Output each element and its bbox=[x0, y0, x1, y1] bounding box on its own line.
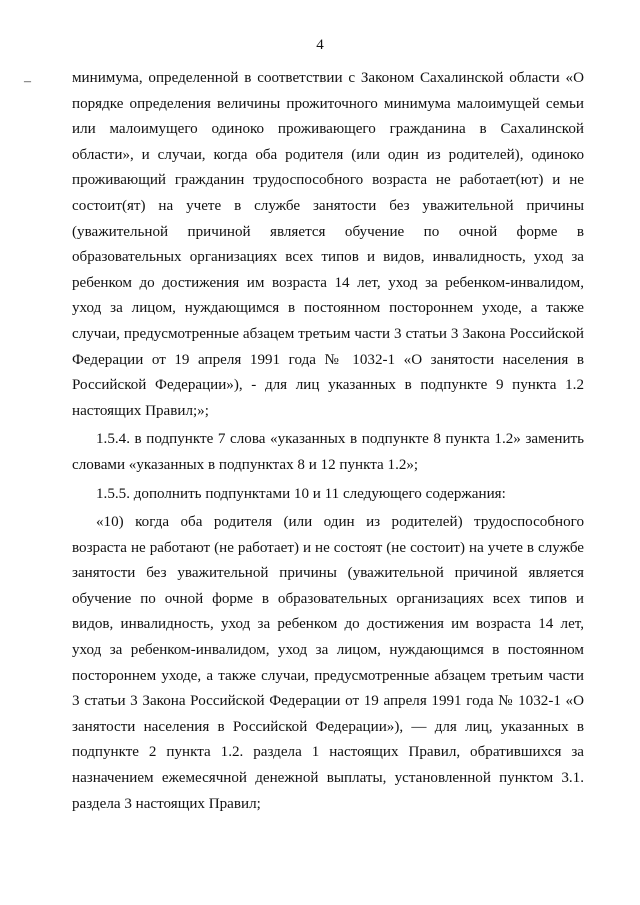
paragraph-continuation bbox=[72, 66, 584, 424]
paragraph-1-5-4 bbox=[72, 427, 584, 478]
text-line: занятости без уважительной причины (уважительной причиной является bbox=[72, 565, 584, 582]
text-line: 1.5.5. дополнить подпунктами 10 и 11 следующего содержания: bbox=[96, 485, 506, 502]
text-line: области», и случаи, когда оба родителя (или один из родителей), одиноко bbox=[72, 146, 584, 163]
text-line: образовательных организациях всех типов и видов, инвалидность, уход за bbox=[72, 249, 584, 266]
text-line: «10) когда оба родителя (или один из родителей) трудоспособного bbox=[96, 514, 584, 531]
text-line: или малоимущего одиноко проживающего гражданина в Сахалинской bbox=[72, 121, 584, 138]
text-line: 1.5.4. в подпункте 7 слова «указанных в подпункте 8 пункта 1.2» заменить bbox=[96, 431, 584, 448]
text-line: состоит(ят) на учете в службе занятости без уважительной причины bbox=[72, 197, 584, 214]
text-line: назначением ежемесячной денежной выплаты, установленной пунктом 3.1. bbox=[72, 770, 584, 787]
text-line: словами «указанных в подпунктах 8 и 12 пункта 1.2»; bbox=[72, 456, 419, 473]
paragraph-subitem-10 bbox=[72, 510, 584, 817]
text-line: настоящих Правил;»; bbox=[72, 402, 209, 419]
text-line: уход за лицом, нуждающимся в постоянном постороннем уходе, а также bbox=[72, 300, 584, 317]
text-line: 3 статьи 3 Закона Российской Федерации от 19 апреля 1991 года № 1032-1 «О bbox=[72, 693, 584, 710]
text-line: минимума, определенной в соответствии с Законом Сахалинской области «О bbox=[72, 70, 584, 86]
text-line: проживающий гражданин трудоспособного возраста не работает(ют) и не bbox=[72, 172, 584, 189]
text-line: ребенком до достижения им возраста 14 лет, уход за ребенком-инвалидом, bbox=[72, 274, 584, 291]
text-line: (уважительной причиной является обучение по очной форме в bbox=[72, 223, 584, 240]
text-line: возраста не работают (не работает) и не состоят (не состоит) на учете в службе bbox=[72, 539, 584, 556]
text-line: постороннем уходе, а также случаи, предусмотренные абзацем третьим части bbox=[72, 667, 584, 684]
text-line: видов, инвалидность, уход за ребенком до достижения им возраста 14 лет, bbox=[72, 616, 584, 633]
text-line: порядке определения величины прожиточного минимума малоимущей семьи bbox=[72, 95, 584, 112]
text-line: Федерации от 19 апреля 1991 года № 1032-1 «О занятости населения в bbox=[72, 351, 584, 368]
margin-mark: – bbox=[24, 74, 31, 89]
text-line: случаи, предусмотренные абзацем третьим части 3 статьи 3 Закона Российской bbox=[72, 325, 584, 342]
text-line: раздела 3 настоящих Правил; bbox=[72, 795, 261, 812]
text-line: уход за ребенком-инвалидом, уход за лицом, нуждающимся в постоянном bbox=[72, 642, 584, 659]
text-line: обучение по очной форме в образовательных организациях всех типов и bbox=[72, 590, 584, 607]
document-body bbox=[72, 66, 584, 817]
page-number: 4 bbox=[316, 37, 324, 53]
text-line: занятости населения в Российской Федерации»), — для лиц, указанных в bbox=[72, 718, 584, 735]
text-line: подпункте 2 пункта 1.2. раздела 1 настоящих Правил, обратившихся за bbox=[72, 744, 584, 761]
paragraph-1-5-5 bbox=[72, 482, 584, 508]
text-line: Российской Федерации»), - для лиц указанных в подпункте 9 пункта 1.2 bbox=[72, 377, 584, 394]
